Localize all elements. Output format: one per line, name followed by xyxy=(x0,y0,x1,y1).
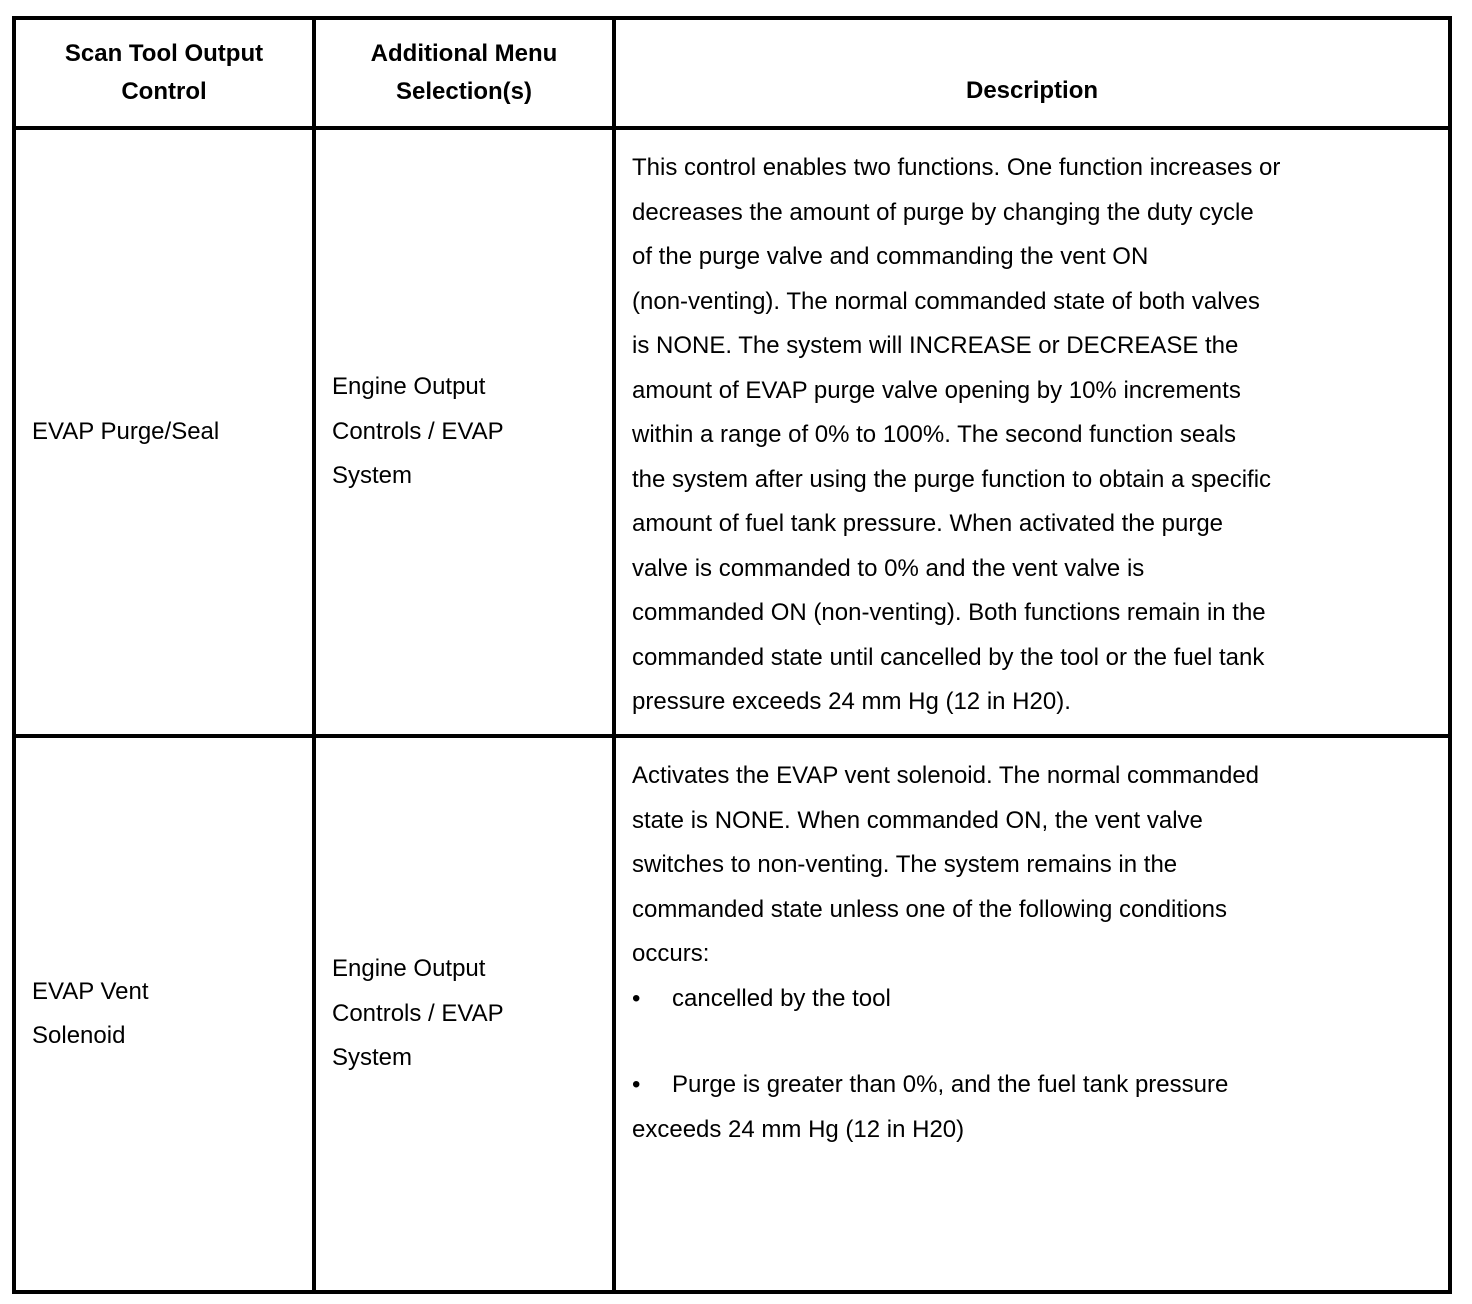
bullet-item xyxy=(632,1063,1438,1108)
cell-line: Controls / EVAP xyxy=(332,417,504,445)
bullet-text: cancelled by the tool xyxy=(672,984,891,1012)
description-line: amount of EVAP purge valve opening by 10% increments xyxy=(632,376,1241,404)
description-line: the system after using the purge function to obtain a specific xyxy=(632,465,1272,493)
header-line: Description xyxy=(965,77,1099,104)
cell-control xyxy=(14,128,314,736)
bullet-icon: • xyxy=(632,1071,641,1098)
cell-control xyxy=(14,736,314,1292)
cell-description xyxy=(614,128,1450,736)
bullet-item xyxy=(632,977,1438,1022)
header-scan-tool-output-control xyxy=(14,18,314,128)
cell-line: System xyxy=(332,462,413,490)
description-line: This control enables two functions. One function increases or xyxy=(632,154,1281,181)
output-controls-table xyxy=(12,16,1452,1294)
cell-menu-selection xyxy=(314,736,614,1292)
bullet-spacer xyxy=(632,1021,1438,1063)
description-line: pressure exceeds 24 mm Hg (12 in H20). xyxy=(632,688,1071,715)
cell-description xyxy=(614,736,1450,1292)
description-line: is NONE. The system will INCREASE or DECREASE the xyxy=(632,332,1239,359)
bullet-icon: • xyxy=(632,984,641,1012)
description-line: state is NONE. When commanded ON, the vent valve xyxy=(632,806,1203,834)
bullet-text: Purge is greater than 0%, and the fuel tank pressure xyxy=(672,1071,1229,1098)
description-line: valve is commanded to 0% and the vent valve is xyxy=(632,554,1145,582)
header-line: Scan Tool Output xyxy=(64,40,264,67)
header-description xyxy=(614,18,1450,128)
cell-line: EVAP Purge/Seal xyxy=(32,417,220,445)
cell-line: Controls / EVAP xyxy=(332,999,504,1027)
description-line: switches to non-venting. The system remains in the xyxy=(632,851,1178,878)
cell-line: Engine Output xyxy=(332,373,486,401)
description-line: (non-venting). The normal commanded state of both valves xyxy=(632,287,1260,315)
header-line: Additional Menu xyxy=(370,40,558,67)
description-line: within a range of 0% to 100%. The second function seals xyxy=(632,421,1236,448)
description-line: amount of fuel tank pressure. When activated the purge xyxy=(632,510,1224,537)
description-line: decreases the amount of purge by changing the duty cycle xyxy=(632,198,1254,226)
description-line: commanded state unless one of the following conditions xyxy=(632,895,1228,923)
description-line: of the purge valve and commanding the vent ON xyxy=(632,243,1149,270)
table-row xyxy=(14,736,1450,1292)
bullet-continuation: exceeds 24 mm Hg (12 in H20) xyxy=(632,1115,965,1143)
cell-line: Engine Output xyxy=(332,955,486,983)
cell-line: Solenoid xyxy=(32,1022,126,1049)
description-line: commanded state until cancelled by the tool or the fuel tank xyxy=(632,643,1265,671)
description-line: Activates the EVAP vent solenoid. The normal commanded xyxy=(632,762,1260,789)
description-line: occurs: xyxy=(632,940,710,967)
header-line: Control xyxy=(121,78,207,105)
cell-line: EVAP Vent xyxy=(32,977,149,1005)
table-row xyxy=(14,128,1450,736)
cell-line: System xyxy=(332,1044,413,1072)
cell-menu-selection xyxy=(314,128,614,736)
header-line: Selection(s) xyxy=(395,78,533,105)
table-header-row xyxy=(14,18,1450,128)
header-additional-menu-selections xyxy=(314,18,614,128)
description-line: commanded ON (non-venting). Both functions remain in the xyxy=(632,599,1266,626)
